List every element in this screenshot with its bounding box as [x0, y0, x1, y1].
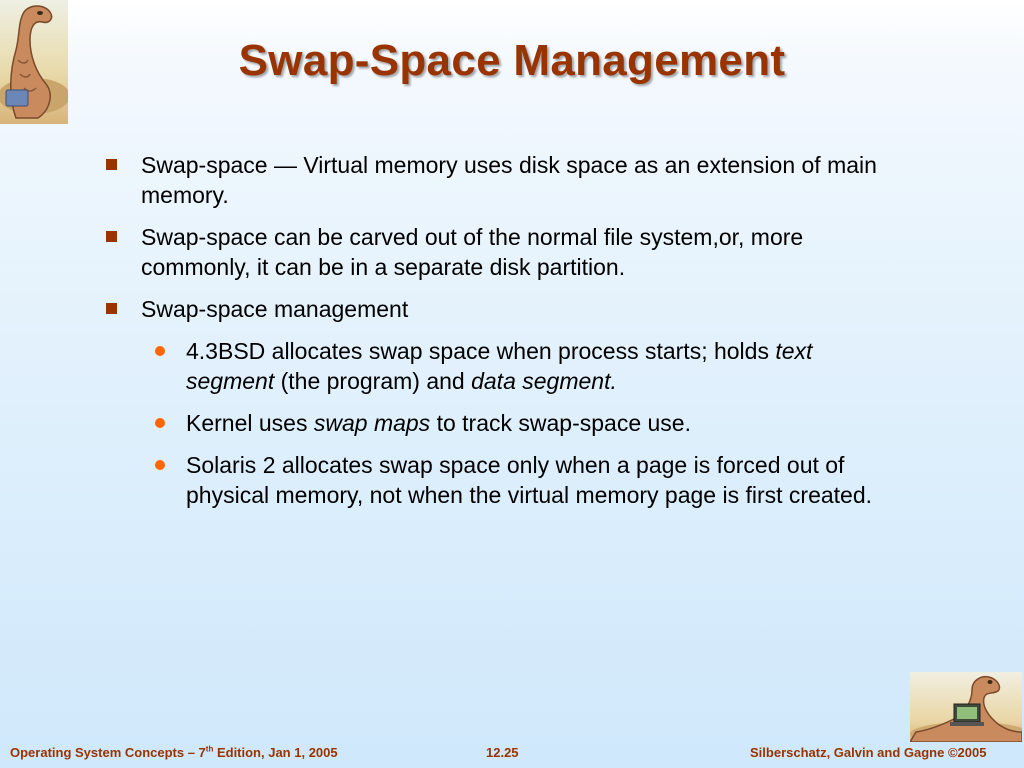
emphasis-text: data segment. [471, 368, 617, 394]
square-bullet-icon [106, 231, 117, 242]
round-bullet-icon [155, 346, 165, 356]
footer-page-number: 12.25 [486, 745, 519, 760]
bullet-text: 4.3BSD allocates swap space when process starts; holds [186, 338, 776, 364]
bullet-text: Solaris 2 allocates swap space only when a page is forced out of physical memory, not when the virtual memory page is first created. [186, 452, 873, 508]
dinosaur-laptop-icon [910, 672, 1022, 742]
slide-body [104, 150, 904, 522]
round-bullet-icon [155, 418, 165, 428]
bullet-text: to track swap-space use. [430, 410, 691, 436]
bullet-text: Swap-space — Virtual memory uses disk space as an extension of main memory. [141, 152, 877, 208]
bullet-item [104, 222, 904, 282]
bullet-text: Swap-space management [141, 296, 409, 322]
bullet-text: (the program) and [274, 368, 472, 394]
sub-bullet-item [104, 408, 904, 438]
emphasis-text: swap maps [313, 410, 431, 436]
bullet-text: Swap-space can be carved out of the normal file system,or, more commonly, it can be in a separate disk partition. [141, 224, 804, 280]
bullet-item [104, 150, 904, 210]
square-bullet-icon [106, 159, 117, 170]
bullet-item [104, 294, 904, 324]
bullet-text: Kernel uses [186, 410, 314, 436]
slide-title: Swap-Space Management [238, 36, 786, 85]
footer-course-title: Operating System Concepts – 7th Edition, Jan 1, 2005 [10, 744, 338, 760]
emphasis-text: text segment [186, 338, 813, 394]
sub-bullet-item [104, 336, 904, 396]
footer-copyright: Silberschatz, Galvin and Gagne ©2005 [750, 745, 987, 760]
square-bullet-icon [106, 303, 117, 314]
round-bullet-icon [155, 460, 165, 470]
sub-bullet-item [104, 450, 904, 510]
